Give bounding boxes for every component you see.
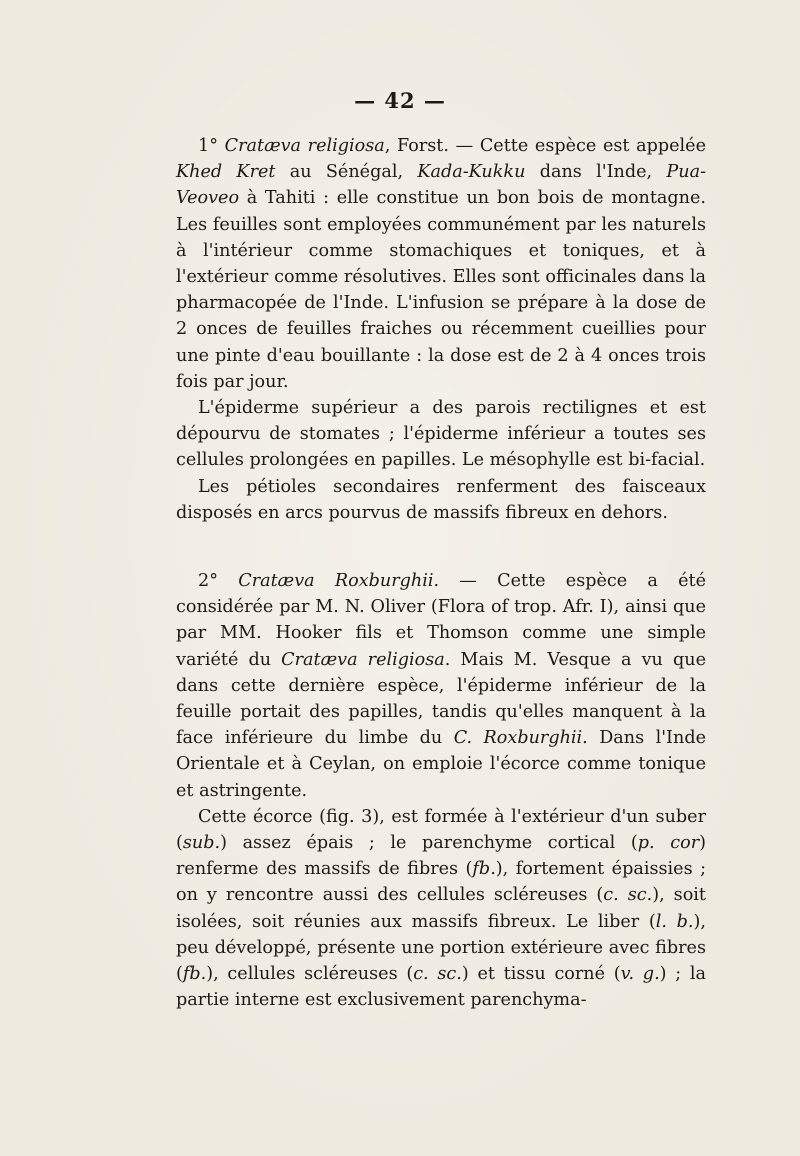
text-run: Cette écorce (fig. 3), est formée à l'extérieur d'un suber ( <box>176 806 706 854</box>
italic-text-run: p. cor <box>637 833 700 854</box>
italic-text-run: Kada-Kukku <box>417 162 526 183</box>
italic-text-run: fb. <box>182 964 207 985</box>
paragraph <box>176 804 706 1014</box>
page-number: — 42 — <box>354 88 446 113</box>
italic-text-run: c. sc. <box>413 964 462 985</box>
text-run: . — Cette espèce a été considérée par M. N. Oliver (Flora of trop. Afr. I), ainsi que par MM. Hooker fils et Thomson comme une simple variété du <box>176 571 707 670</box>
text-run: ), peu développé, présente une portion extérieure avec fibres ( <box>176 911 706 985</box>
italic-text-run: Cratæva Roxburghii <box>238 571 434 592</box>
text-run: dans l'Inde, <box>525 162 667 183</box>
text-run: L'épiderme supérieur a des parois rectilignes et est dépourvu de stomates ; l'épiderme inférieur a toutes ses cellules prolongées en papilles. Le mésophylle est bi-facial. <box>176 398 706 471</box>
text-run: 1° <box>198 136 225 156</box>
paragraph <box>176 395 706 474</box>
text-run: ) renferme des massifs de fibres ( <box>176 833 706 880</box>
text-run: à Tahiti : elle constitue un bon bois de montagne. Les feuilles sont employées communément par les naturels à l'intérieur comme stomachiques et toniques, et à l'extérieur comme résolutives. Elles sont officinales dans la pharmacopée de l'Inde. L'infusion se prépare à la dose de 2 onces de feuilles fraiches ou récemment cueillies pour une pinte d'eau bouillante : la dose est de 2 à 4 onces trois fois par jour. <box>176 188 706 392</box>
italic-text-run: Pua-Veoveo <box>176 162 707 209</box>
italic-text-run: sub. <box>182 833 221 854</box>
body-text <box>176 133 706 1014</box>
text-run: , Forst. — Cette espèce est appelée <box>384 136 706 156</box>
paragraph <box>176 568 706 804</box>
text-run: ) ; la partie interne est exclusivement parenchyma- <box>176 964 707 1011</box>
italic-text-run: Cratæva religiosa <box>281 649 445 670</box>
italic-text-run: v. g. <box>620 964 660 985</box>
text-run: au Sénégal, <box>275 162 418 183</box>
italic-text-run: fb. <box>472 859 496 880</box>
text-run: ) et tissu corné ( <box>461 964 621 985</box>
italic-text-run: Cratæva religiosa <box>224 136 385 156</box>
paragraph <box>176 133 706 395</box>
text-run: ), fortement épaissies ; on y rencontre aussi des cellules scléreuses ( <box>176 859 706 906</box>
text-run: Les pétioles secondaires renferment des faisceaux disposés en arcs pourvus de massifs fibreux en dehors. <box>176 476 706 523</box>
text-run: ), cellules scléreuses ( <box>206 964 414 985</box>
italic-text-run: C. Roxburghii <box>453 728 583 749</box>
text-run: . Dans l'Inde Orientale et à Ceylan, on emploie l'écorce comme tonique et astringente. <box>176 728 706 801</box>
italic-text-run: c. sc. <box>603 885 653 906</box>
text-run: 2° <box>198 571 239 592</box>
italic-text-run: l. b. <box>655 911 694 932</box>
text-run: ), soit isolées, soit réunies aux massifs fibreux. Le liber ( <box>176 885 707 932</box>
text-run: ) assez épais ; le parenchyme cortical ( <box>220 833 638 854</box>
paragraph <box>176 474 706 526</box>
text-run: . Mais M. Vesque a vu que dans cette dernière espèce, l'épiderme inférieur de la feuille portait des papilles, tandis qu'elles manquent à la face inférieure du limbe du <box>176 649 706 749</box>
italic-text-run: Khed Kret <box>176 162 276 183</box>
